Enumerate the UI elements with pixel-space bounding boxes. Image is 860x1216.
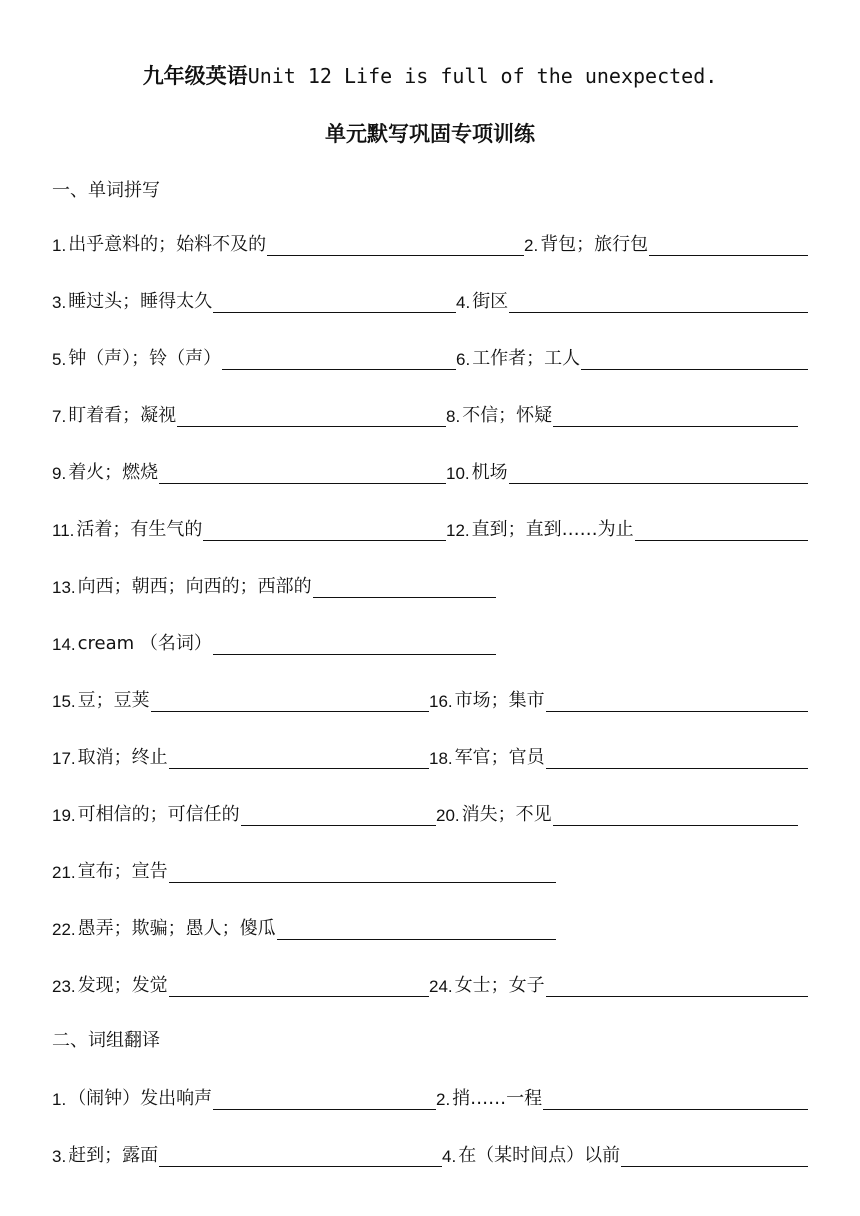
item-number: 12. [446,521,470,540]
answer-blank[interactable] [213,632,496,655]
answer-blank[interactable] [169,746,429,769]
item-number: 10. [446,464,470,483]
item-prompt: 取消；终止 [77,747,168,768]
word-item [52,458,446,484]
word-row [52,743,812,769]
answer-blank[interactable] [213,290,456,313]
item-number: 5. [52,350,67,369]
phrase-row [52,1084,812,1110]
item-number: 15. [52,692,76,711]
word-item [429,686,808,712]
answer-blank[interactable] [581,347,808,370]
item-prompt: （闹钟）发出响声 [68,1088,213,1109]
word-row [52,572,812,598]
item-prompt: 消失；不见 [461,804,552,825]
item-prompt: cream （名词） [77,633,212,654]
word-item [52,572,496,598]
answer-blank[interactable] [213,1087,436,1110]
item-number: 4. [456,293,471,312]
answer-blank[interactable] [649,233,808,256]
answer-blank[interactable] [543,1087,808,1110]
word-item [52,971,429,997]
word-item [52,629,496,655]
item-prompt: 捎……一程 [452,1088,543,1109]
item-number: 24. [429,977,453,996]
answer-blank[interactable] [313,575,496,598]
item-number: 2. [436,1090,451,1109]
phrase-item [52,1141,442,1167]
answer-blank[interactable] [222,347,456,370]
answer-blank[interactable] [635,518,808,541]
phrase-item [436,1084,808,1110]
item-number: 6. [456,350,471,369]
word-row [52,287,812,313]
word-item [52,230,524,256]
item-number: 1. [52,236,67,255]
item-number: 13. [52,578,76,597]
answer-blank[interactable] [546,974,808,997]
answer-blank[interactable] [159,461,446,484]
answer-blank[interactable] [159,1144,442,1167]
item-number: 1. [52,1090,67,1109]
word-item [429,971,808,997]
word-item [52,686,429,712]
item-prompt: 背包；旅行包 [540,234,649,255]
item-prompt: 赶到；露面 [68,1145,159,1166]
word-item [446,401,798,427]
section-word-spelling: 一、单词拼写 [52,180,160,201]
worksheet-subtitle: 单元默写巩固专项训练 [325,122,535,146]
item-prompt: 钟（声）；铃（声） [68,348,222,369]
answer-blank[interactable] [151,689,429,712]
item-number: 21. [52,863,76,882]
answer-blank[interactable] [177,404,446,427]
word-row [52,914,812,940]
word-row [52,230,812,256]
title-english: Unit 12 Life is full of the unexpected. [247,64,718,88]
word-item [524,230,808,256]
answer-blank[interactable] [553,404,798,427]
word-item [456,287,808,313]
item-number: 8. [446,407,461,426]
word-item [446,458,808,484]
item-prompt: 着火；燃烧 [68,462,159,483]
word-item [429,743,808,769]
answer-blank[interactable] [169,860,556,883]
item-number: 18. [429,749,453,768]
item-number: 23. [52,977,76,996]
answer-blank[interactable] [241,803,436,826]
section-phrase-translation: 二、词组翻译 [52,1030,160,1051]
item-prompt: 愚弄；欺骗；愚人；傻瓜 [77,918,276,939]
word-item [52,800,436,826]
item-number: 16. [429,692,453,711]
word-item [52,743,429,769]
item-number: 11. [52,521,75,540]
word-row [52,401,812,427]
word-item [436,800,798,826]
item-prompt: 军官；官员 [454,747,545,768]
item-number: 3. [52,1147,67,1166]
word-row [52,629,812,655]
word-item [52,857,556,883]
word-item [52,401,446,427]
item-prompt: 向西；朝西；向西的；西部的 [77,576,312,597]
word-row [52,971,812,997]
item-number: 20. [436,806,460,825]
item-prompt: 出乎意料的；始料不及的 [68,234,267,255]
item-number: 14. [52,635,76,654]
item-prompt: 女士；女子 [454,975,545,996]
item-number: 22. [52,920,76,939]
word-item [52,344,456,370]
worksheet-title [0,60,860,90]
word-row [52,458,812,484]
item-number: 7. [52,407,67,426]
item-number: 4. [442,1147,457,1166]
item-prompt: 直到；直到……为止 [471,519,634,540]
item-prompt: 可相信的；可信任的 [77,804,240,825]
word-item [456,344,808,370]
answer-blank[interactable] [277,917,556,940]
word-item [446,515,808,541]
item-number: 2. [524,236,539,255]
item-prompt: 市场；集市 [454,690,545,711]
answer-blank[interactable] [169,974,429,997]
item-prompt: 盯着看；凝视 [68,405,177,426]
answer-blank[interactable] [546,689,808,712]
item-prompt: 机场 [471,462,508,483]
answer-blank[interactable] [546,746,808,769]
item-prompt: 街区 [472,291,509,312]
item-prompt: 活着；有生气的 [76,519,203,540]
answer-blank[interactable] [203,518,446,541]
word-item [52,287,456,313]
answer-blank[interactable] [553,803,798,826]
item-number: 9. [52,464,67,483]
title-chinese: 九年级英语 [142,64,248,88]
word-row [52,800,812,826]
item-prompt: 发现；发觉 [77,975,168,996]
word-row [52,686,812,712]
phrase-item [442,1141,808,1167]
item-number: 3. [52,293,67,312]
item-prompt: 在（某时间点）以前 [458,1145,621,1166]
word-row [52,515,812,541]
item-prompt: 不信；怀疑 [462,405,553,426]
answer-blank[interactable] [621,1144,808,1167]
item-prompt: 宣布；宣告 [77,861,168,882]
answer-blank[interactable] [267,233,524,256]
word-row [52,344,812,370]
answer-blank[interactable] [509,461,808,484]
item-number: 17. [52,749,76,768]
phrase-row [52,1141,812,1167]
answer-blank[interactable] [509,290,808,313]
word-row [52,857,812,883]
word-item [52,515,446,541]
word-item [52,914,556,940]
item-prompt: 睡过头；睡得太久 [68,291,213,312]
item-number: 19. [52,806,76,825]
phrase-item [52,1084,436,1110]
item-prompt: 工作者；工人 [472,348,581,369]
item-prompt: 豆；豆荚 [77,690,150,711]
